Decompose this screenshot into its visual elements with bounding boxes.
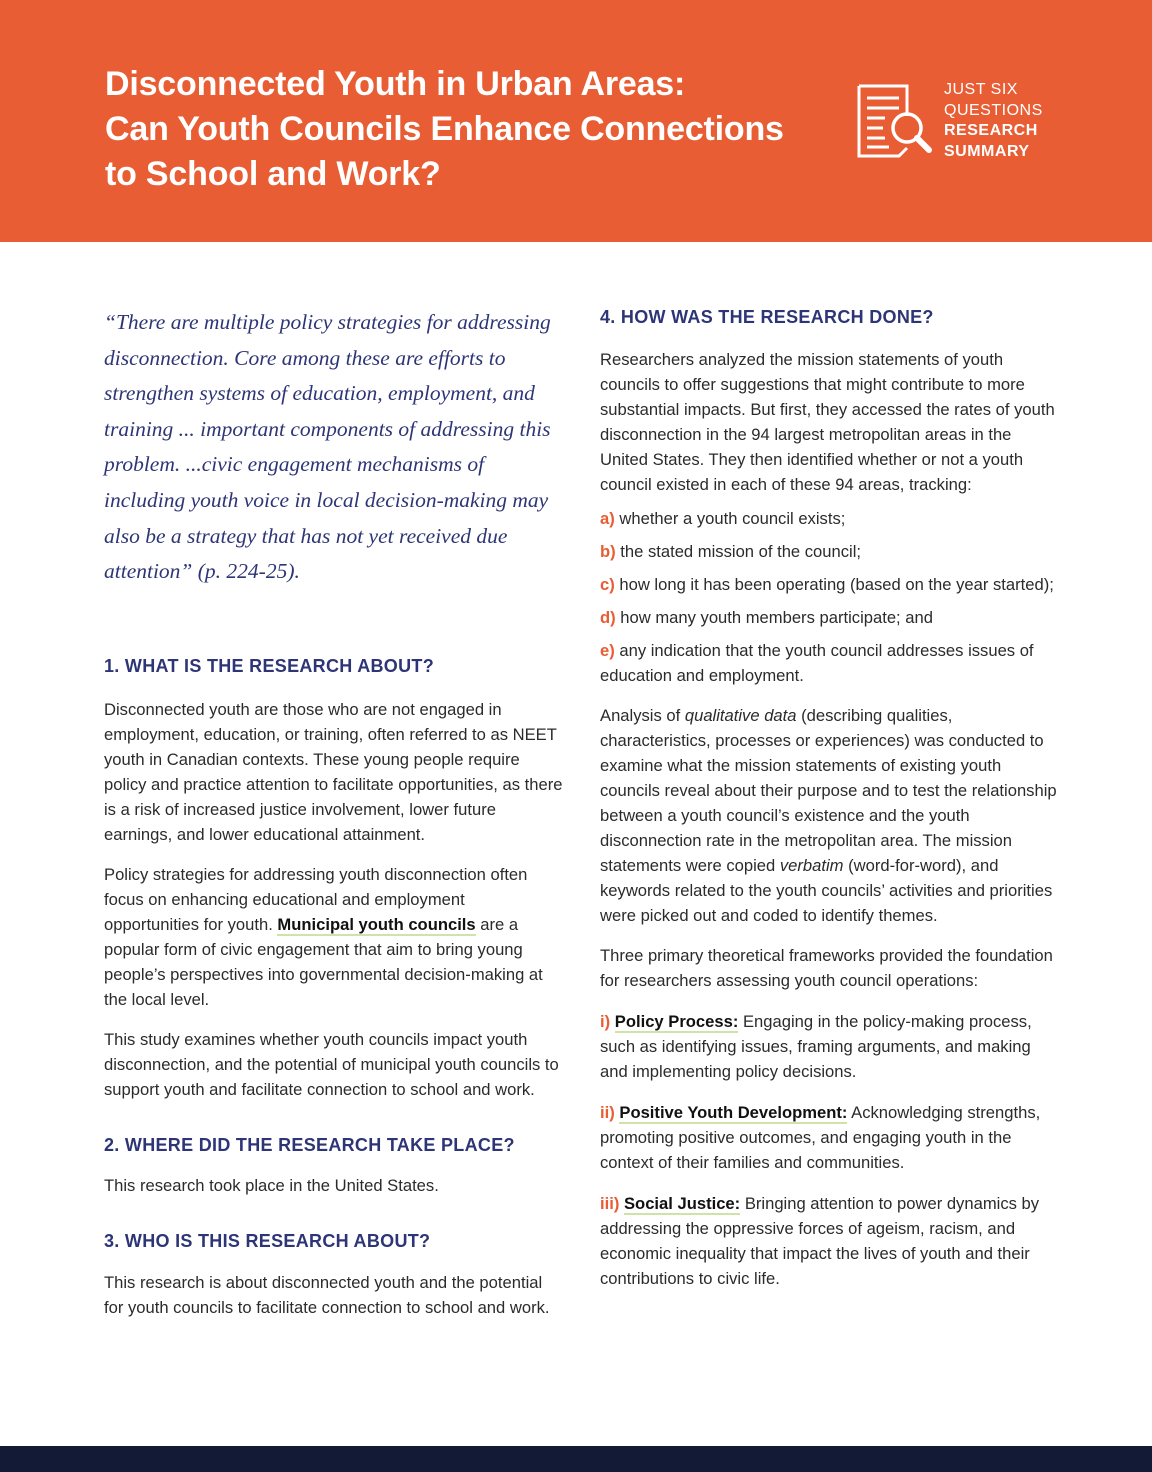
right-column xyxy=(600,305,1060,1291)
list-marker: d) xyxy=(600,608,616,627)
tracking-item-b xyxy=(600,539,1060,564)
list-item-text: any indication that the youth council addresses issues of education and employment. xyxy=(600,641,1034,685)
verbatim-term: verbatim xyxy=(779,856,844,875)
framework-term[interactable]: Social Justice: xyxy=(623,1194,741,1213)
framework-social-justice xyxy=(600,1191,1060,1291)
municipal-youth-councils-link[interactable]: Municipal youth councils xyxy=(277,914,476,934)
document-title xyxy=(105,62,825,197)
list-marker: a) xyxy=(600,509,615,528)
list-marker: c) xyxy=(600,575,615,594)
tracking-list xyxy=(600,506,1060,688)
section-1-paragraph-2 xyxy=(104,862,564,1012)
title-line-3: to School and Work? xyxy=(105,155,441,193)
series-line-3: RESEARCH xyxy=(944,122,1038,139)
list-item-text: how many youth members participate; and xyxy=(615,608,933,627)
framework-text: Bringing attention to power dynamics by addressing the oppressive forces of ageism, racism, and economic inequality that impact the lives of youth and their contributions to civic life. xyxy=(600,1194,1040,1288)
section-1-paragraph-1: Disconnected youth are those who are not engaged in employment, education, or training, often referred to as NEET youth in Canadian contexts. These young people require policy and practice attention to facilitate opportunities, as there is a risk of increased justice involvement, lower future earnings, and lower educational attainment. xyxy=(104,699,563,844)
framework-positive-youth-development xyxy=(600,1100,1060,1175)
section-2-paragraph-1: This research took place in the United States. xyxy=(104,1175,439,1195)
section-4-paragraph-2 xyxy=(600,703,1060,928)
series-label xyxy=(944,80,1043,162)
framework-marker: i) xyxy=(600,1012,611,1031)
paragraph-text: (word-for-word), and keywords related to the youth councils’ activities and priorities were picked out and coded to identify themes. xyxy=(600,856,1053,925)
framework-term[interactable]: Policy Process: xyxy=(614,1012,739,1031)
list-item-text: how long it has been operating (based on the year started); xyxy=(614,575,1054,594)
section-1-heading: 1. WHAT IS THE RESEARCH ABOUT? xyxy=(104,655,435,676)
list-marker: e) xyxy=(600,641,615,660)
section-3-paragraph-1: This research is about disconnected youth and the potential for youth councils to facilitate connection to school and work. xyxy=(104,1272,550,1317)
series-line-2: QUESTIONS xyxy=(944,101,1043,119)
pull-quote: “There are multiple policy strategies for addressing disconnection. Core among these are efforts to strengthen systems of education, employment, and training ... important components of addressing this problem. ...civic engagement mechanisms of including youth voice in local decision-making may also be a strategy that has not yet received due attention” (p. 224-25). xyxy=(104,310,551,584)
qualitative-data-term: qualitative data xyxy=(684,706,797,725)
list-item-text: the stated mission of the council; xyxy=(615,542,862,561)
section-2-heading: 2. WHERE DID THE RESEARCH TAKE PLACE? xyxy=(104,1134,515,1155)
section-1-paragraph-2-end: are a popular form of civic engagement that aim to bring young people’s perspectives into governmental decision-making at the local level. xyxy=(104,914,543,1009)
framework-text: Engaging in the policy-making process, such as identifying issues, framing arguments, and making and implementing policy decisions. xyxy=(600,1012,1032,1081)
series-line-1: JUST SIX xyxy=(944,81,1018,98)
framework-policy-process xyxy=(600,1009,1060,1084)
list-item-text: whether a youth council exists; xyxy=(614,509,846,528)
left-column xyxy=(104,305,564,1320)
section-1-paragraph-2-start: Policy strategies for addressing youth disconnection often focus on enhancing educational and employment opportunities for youth. xyxy=(104,864,528,934)
list-marker: b) xyxy=(600,542,616,561)
title-line-2: Can Youth Councils Enhance Connections xyxy=(105,110,784,148)
framework-text: Acknowledging strengths, promoting positive outcomes, and engaging youth in the context of their families and communities. xyxy=(600,1103,1041,1172)
series-line-4: SUMMARY xyxy=(944,142,1030,160)
paragraph-text: (describing qualities, characteristics, processes or experiences) was conducted to examine what the mission statements of existing youth councils reveal about their purpose and to test the relationship between a youth council’s existence and the youth disconnection rate in the metropolitan area. The mission statements were copied xyxy=(600,706,1057,875)
footer-bar xyxy=(0,1446,1152,1472)
section-4-heading: 4. HOW WAS THE RESEARCH DONE? xyxy=(600,307,934,327)
document-magnifier-icon xyxy=(855,84,935,160)
framework-marker: iii) xyxy=(600,1194,620,1213)
header-banner xyxy=(0,0,1152,242)
section-3-heading: 3. WHO IS THIS RESEARCH ABOUT? xyxy=(104,1230,431,1251)
tracking-item-e xyxy=(600,638,1060,688)
section-4-paragraph-1: Researchers analyzed the mission statements of youth councils to offer suggestions that might contribute to more substantial impacts. But first, they accessed the rates of youth disconnection in the 94 largest metropolitan areas in the United States. They then identified whether or not a youth council existed in each of these 94 areas, tracking: xyxy=(600,350,1055,494)
framework-term[interactable]: Positive Youth Development: xyxy=(619,1103,848,1122)
section-1-paragraph-3: This study examines whether youth councils impact youth disconnection, and the potential of municipal youth councils to support youth and facilitate connection to school and work. xyxy=(104,1029,559,1099)
tracking-item-a xyxy=(600,506,1060,531)
tracking-item-d xyxy=(600,605,1060,630)
paragraph-text: Analysis of xyxy=(600,706,685,725)
framework-marker: ii) xyxy=(600,1103,615,1122)
section-4-paragraph-3: Three primary theoretical frameworks provided the foundation for researchers assessing youth council operations: xyxy=(600,946,1053,990)
tracking-item-c xyxy=(600,572,1060,597)
title-line-1: Disconnected Youth in Urban Areas: xyxy=(105,65,686,103)
